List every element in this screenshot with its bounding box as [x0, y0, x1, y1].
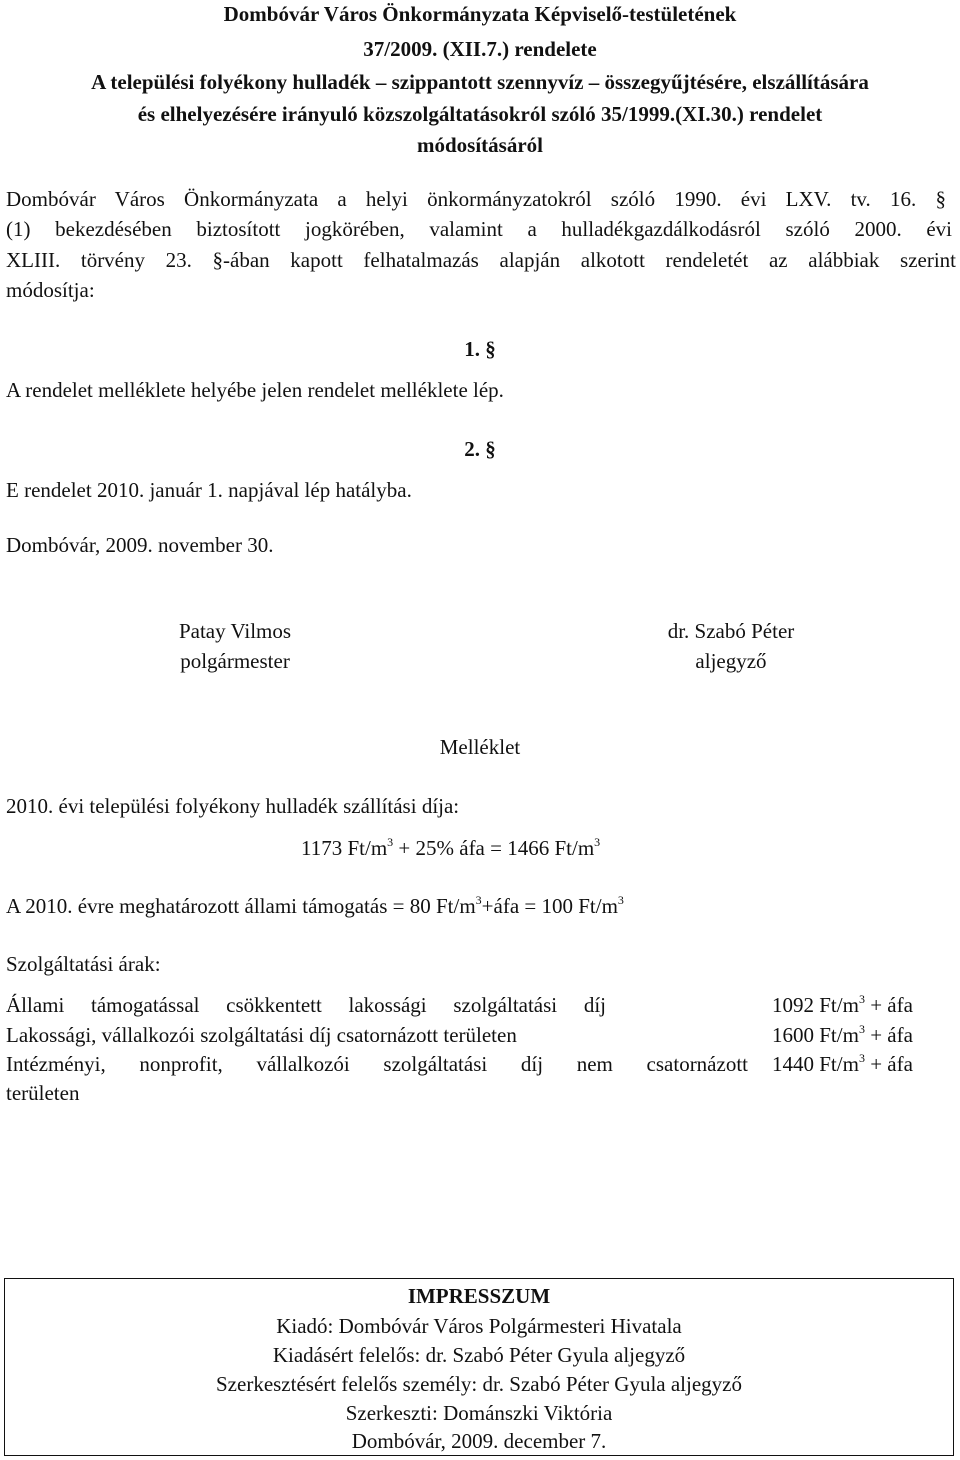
- preamble-line-3: XLIII. törvény 23. §-ában kapott felhatalmazás alapján alkotott rendeletét az alábbiak szerint: [6, 248, 956, 272]
- header-line-2: 37/2009. (XII.7.) rendelete: [363, 37, 597, 61]
- preamble-line-2: (1) bekezdésében biztosított jogkörében, valamint a hulladékgazdálkodásról szóló 2000. évi: [6, 217, 952, 241]
- place-date: Dombóvár, 2009. november 30.: [6, 533, 274, 557]
- header-line-5: módosításáról: [417, 133, 543, 157]
- annex-subsidy: A 2010. évre meghatározott állami támogatás = 80 $Ft/m^3+áfa = 100$ $Ft/m^3$: [6, 893, 624, 918]
- price-row-label: Állami támogatással csökkentett lakossági szolgáltatási díj: [6, 993, 606, 1017]
- annex-prices-heading: Szolgáltatási árak:: [6, 952, 161, 976]
- header-line-1: Dombóvár Város Önkormányzata Képviselő-testületének: [223, 2, 737, 26]
- section-1-text: A rendelet melléklete helyébe jelen rendelet melléklete lép.: [6, 378, 504, 402]
- price-row-value: 1600 $Ft/m^3$ + áfa: [772, 1022, 913, 1047]
- preamble-line-4: módosítja:: [6, 278, 95, 302]
- impressum-title: IMPRESSZUM: [407, 1284, 551, 1308]
- notary-name: dr. Szabó Péter: [667, 619, 795, 643]
- price-row-value: 1092 $Ft/m^3$ + áfa: [772, 992, 913, 1017]
- price-row-label: Lakossági, vállalkozói szolgáltatási díj csatornázott területen: [6, 1023, 517, 1047]
- price-row-value: 1440 $Ft/m^3$ + áfa: [772, 1051, 913, 1076]
- impressum-place-date: Dombóvár, 2009. december 7.: [351, 1429, 607, 1453]
- price-row-label: Intézményi, nonprofit, vállalkozói szolgáltatási díj nem csatornázott: [6, 1052, 748, 1076]
- mayor-title: polgármester: [180, 649, 290, 673]
- impressum-edited-by: Szerkeszti: Dománszki Viktória: [345, 1401, 613, 1425]
- annex-fee-heading: 2010. évi települési folyékony hulladék szállítási díja:: [6, 794, 460, 818]
- header-line-4: és elhelyezésére irányuló közszolgáltatásokról szóló 35/1999.(XI.30.) rendelet: [137, 102, 823, 126]
- annex-fee-formula: 1173 $Ft/m^3 + 25\%$ áfa = 1466 $Ft/m^3$: [301, 835, 601, 860]
- header-line-3: A települési folyékony hulladék – szippantott szennyvíz – összegyűjtésére, elszállítására: [91, 70, 869, 94]
- preamble-line-1: Dombóvár Város Önkormányzata a helyi önkormányzatokról szóló 1990. évi LXV. tv. 16. §: [6, 187, 946, 211]
- price-row-label-continuation: területen: [6, 1081, 80, 1105]
- section-2-number: 2. §: [464, 437, 496, 461]
- impressum-editor-responsible: Szerkesztésért felelős személy: dr. Szabó Péter Gyula aljegyző: [216, 1372, 742, 1396]
- section-2-text: E rendelet 2010. január 1. napjával lép hatályba.: [6, 478, 412, 502]
- impressum-responsible: Kiadásért felelős: dr. Szabó Péter Gyula aljegyző: [272, 1343, 686, 1367]
- impressum-publisher: Kiadó: Dombóvár Város Polgármesteri Hivatala: [276, 1314, 682, 1338]
- impressum-box: [4, 1278, 954, 1456]
- section-1-number: 1. §: [464, 337, 496, 361]
- annex-title: Melléklet: [439, 735, 521, 759]
- mayor-name: Patay Vilmos: [178, 619, 292, 643]
- notary-title: aljegyző: [695, 649, 767, 673]
